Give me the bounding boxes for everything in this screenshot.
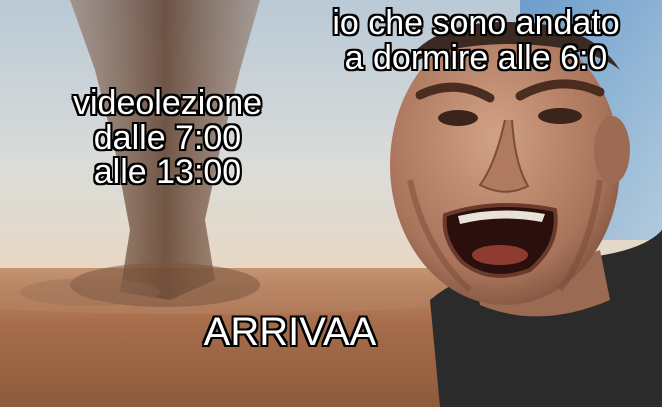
man-eye-right <box>538 108 582 124</box>
caption-top <box>306 6 646 75</box>
caption-top-line-2: a dormire alle 6:0 <box>344 38 608 77</box>
caption-left <box>30 86 305 190</box>
man-eye-left <box>438 110 478 126</box>
caption-left-line-3: alle 13:00 <box>93 153 242 192</box>
caption-left-line-2: dalle 7:00 <box>93 118 242 157</box>
caption-bottom: ARRIVAA <box>203 310 377 354</box>
caption-top-line-1: io che sono andato <box>332 4 620 42</box>
caption-left-line-1: videolezione <box>72 84 263 122</box>
